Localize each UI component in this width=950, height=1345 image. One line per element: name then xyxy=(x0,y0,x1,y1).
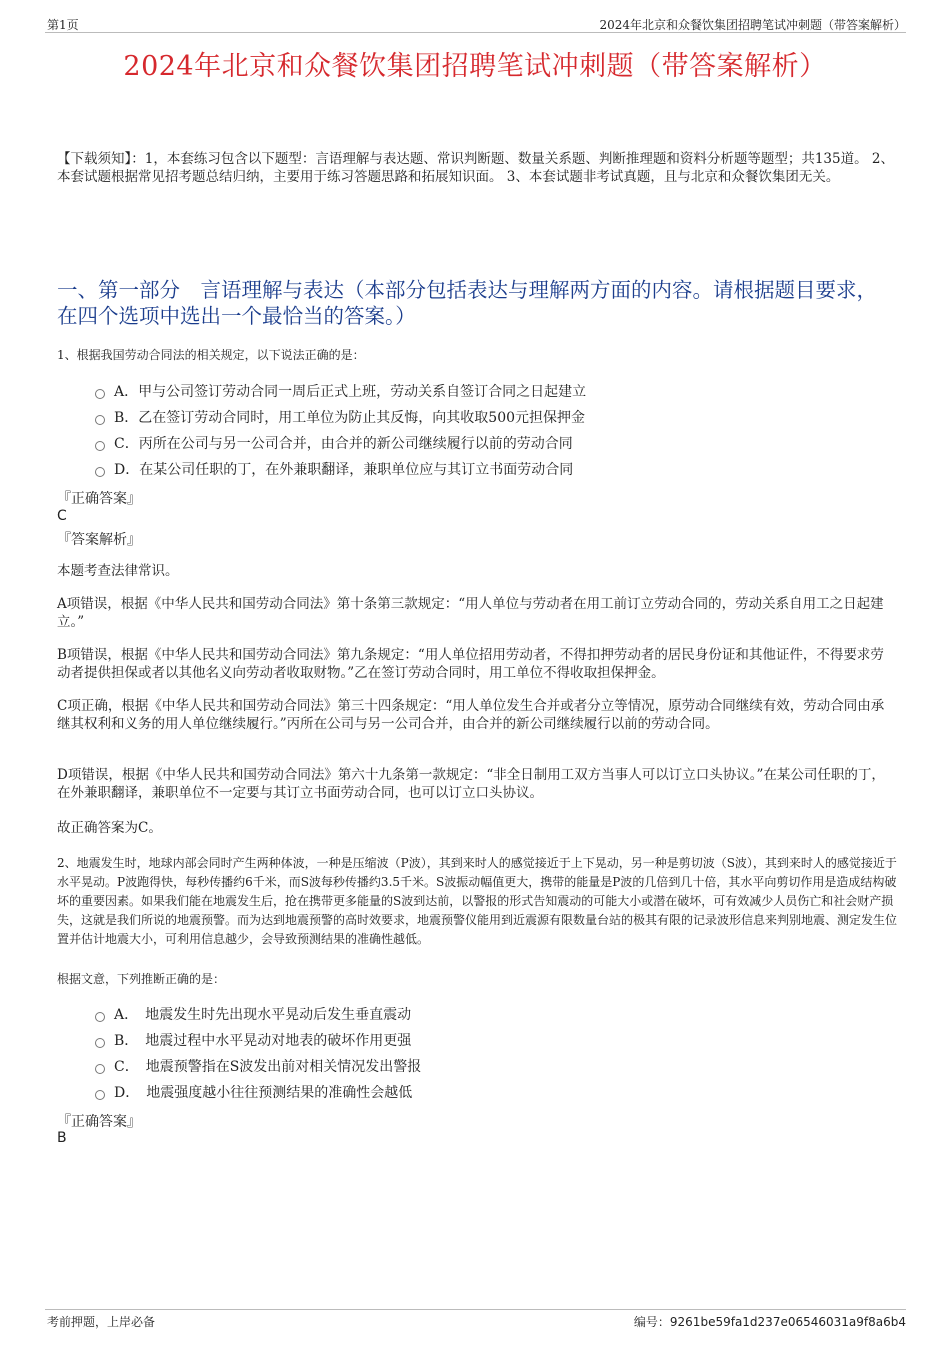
analysis-paragraph: A项错误，根据《中华人民共和国劳动合同法》第十条第三款规定：“用人单位与劳动者在用工前订立劳动合同的，劳动关系自用工之日起建立。” xyxy=(57,596,884,630)
question-2-option-b[interactable] xyxy=(95,1031,411,1051)
header-divider xyxy=(45,32,906,33)
question-1-answer-label: 『正确答案』 xyxy=(57,491,141,507)
analysis-paragraph: 本题考查法律常识。 xyxy=(57,563,179,579)
radio-icon[interactable] xyxy=(95,441,105,451)
option-label: D．在某公司任职的丁，在外兼职翻译，兼职单位应与其订立书面劳动合同 xyxy=(114,462,574,478)
question-2-answer: B xyxy=(57,1130,67,1146)
question-1-stem: 1、根据我国劳动合同法的相关规定，以下说法正确的是： xyxy=(57,348,365,362)
question-1-option-b[interactable] xyxy=(95,408,585,428)
footer-code-value: 9261be59fa1d237e06546031a9f8a6b4 xyxy=(669,1315,906,1329)
page-title: 2024年北京和众餐饮集团招聘笔试冲刺题（带答案解析） xyxy=(123,51,827,82)
question-2-option-d[interactable] xyxy=(95,1083,412,1103)
question-1-analysis-label: 『答案解析』 xyxy=(57,532,141,548)
footer-divider xyxy=(45,1309,906,1310)
radio-icon[interactable] xyxy=(95,1012,105,1022)
question-1-answer: C xyxy=(57,508,67,524)
question-2-prompt: 根据文意，下列推断正确的是： xyxy=(57,972,226,986)
radio-icon[interactable] xyxy=(95,389,105,399)
option-label: B．乙在签订劳动合同时，用工单位为防止其反悔，向其收取500元担保押金 xyxy=(114,410,586,426)
radio-icon[interactable] xyxy=(95,1090,105,1100)
option-label: A．甲与公司签订劳动合同一周后正式上班，劳动关系自签订合同之日起建立 xyxy=(114,384,587,400)
header-page-number: 第1页 xyxy=(47,18,79,32)
analysis-paragraph: C项正确，根据《中华人民共和国劳动合同法》第三十四条规定：“用人单位发生合并或者分立等情况，原劳动合同继续有效，劳动合同由承继其权利和义务的用人单位继续履行。”丙所在公司与另一公司合并，由合并的新公司继续履行以前的劳动合同。 xyxy=(57,698,885,732)
download-notice: 【下载须知】：1，本套练习包含以下题型：言语理解与表达题、常识判断题、数量关系题、判断推理题和资料分析题等题型；共135道。 2、本套试题根据常见招考题总结归纳，主要用于练习答题思路和拓展知识面。 3、本套试题非考试真题，且与北京和众餐饮集团无关。 xyxy=(57,151,894,185)
radio-icon[interactable] xyxy=(95,1064,105,1074)
radio-icon[interactable] xyxy=(95,467,105,477)
option-label: B． 地震过程中水平晃动对地表的破坏作用更强 xyxy=(114,1033,412,1049)
header-doc-title: 2024年北京和众餐饮集团招聘笔试冲刺题（带答案解析） xyxy=(599,18,906,32)
option-label: A． 地震发生时先出现水平晃动后发生垂直震动 xyxy=(114,1007,412,1023)
question-1-option-c[interactable] xyxy=(95,434,573,454)
question-1-option-d[interactable] xyxy=(95,460,573,480)
radio-icon[interactable] xyxy=(95,415,105,425)
analysis-paragraph: B项错误，根据《中华人民共和国劳动合同法》第九条规定：“用人单位招用劳动者，不得扣押劳动者的居民身份证和其他证件，不得要求劳动者提供担保或者以其他名义向劳动者收取财物。”乙在签订劳动合同时，用工单位不得收取担保押金。 xyxy=(57,647,884,681)
question-2-stem: 2、地震发生时，地球内部会同时产生两种体波，一种是压缩波（P波），其到来时人的感觉接近于上下晃动，另一种是剪切波（S波），其到来时人的感觉接近于水平晃动。P波跑得快，每秒传播约6千米，而S波每秒传播约3.5千米。S波振动幅值更大，携带的能量是P波的几倍到几十倍，其水平向剪切作用是造成结构破坏的重要因素。如果我们能在地震发生后，抢在携带更多能量的S波到达前，以警报的形式告知震动的可能大小或潜在破坏，可有效减少人员伤亡和社会财产损失，这就是我们所说的地震预警。而为达到地震预警的高时效要求，地震预警仪能用到近震源有限数量台站的极其有限的记录波形信息来判别地震、测定发生位置并估计地震大小，可利用信息越少，会导致预测结果的准确性越低。 xyxy=(57,856,898,946)
question-2-option-c[interactable] xyxy=(95,1057,421,1077)
footer-doc-code xyxy=(634,1313,906,1330)
question-1-option-a[interactable] xyxy=(95,382,586,402)
section-title: 一、第一部分 言语理解与表达（本部分包括表达与理解两方面的内容。请根据题目要求，在四个选项中选出一个最恰当的答案。） xyxy=(57,278,877,328)
question-2-option-a[interactable] xyxy=(95,1005,411,1025)
option-label: C． 地震预警指在S波发出前对相关情况发出警报 xyxy=(114,1059,422,1075)
option-label: C．丙所在公司与另一公司合并，由合并的新公司继续履行以前的劳动合同 xyxy=(114,436,573,452)
option-label: D． 地震强度越小往往预测结果的准确性会越低 xyxy=(114,1085,413,1101)
radio-icon[interactable] xyxy=(95,1038,105,1048)
analysis-conclusion: 故正确答案为C。 xyxy=(57,820,162,836)
analysis-paragraph: D项错误，根据《中华人民共和国劳动合同法》第六十九条第一款规定：“非全日制用工双方当事人可以订立口头协议。”在某公司任职的丁，在外兼职翻译，兼职单位不一定要与其订立书面劳动合同，也可以订立口头协议。 xyxy=(57,767,885,801)
footer-code-label: 编号： xyxy=(633,1315,670,1329)
footer-slogan: 考前押题，上岸必备 xyxy=(47,1315,156,1329)
question-2-answer-label: 『正确答案』 xyxy=(57,1114,141,1130)
